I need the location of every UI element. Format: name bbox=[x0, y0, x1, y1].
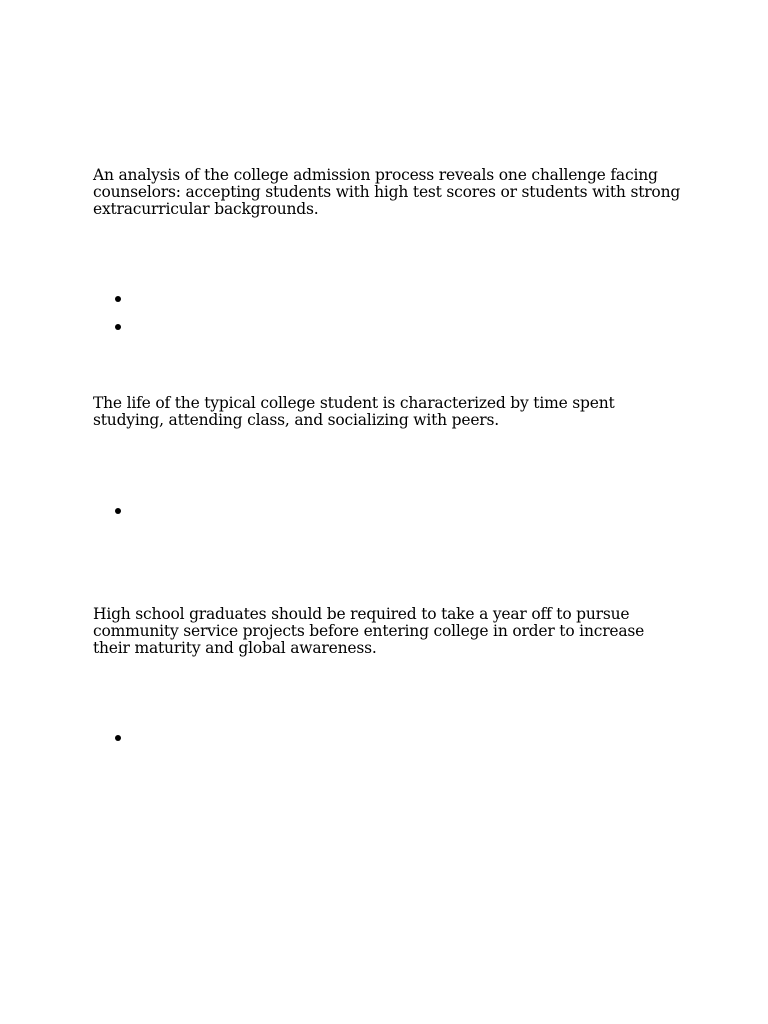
bullet-dot-icon bbox=[115, 296, 121, 302]
paragraph-1: An analysis of the college admission process reveals one challenge facing counselors: accepting students with high test scores or students with strong extracurricular backgrounds. bbox=[93, 166, 681, 218]
bullet-list-3 bbox=[93, 735, 493, 763]
paragraph-2: The life of the typical college student is characterized by time spent studying, attending class, and socializing with peers. bbox=[93, 394, 615, 429]
bullet-dot-icon bbox=[115, 508, 121, 514]
empty-bullet-item bbox=[93, 508, 493, 536]
bullet-list-1 bbox=[93, 296, 493, 352]
bullet-dot-icon bbox=[115, 735, 121, 741]
empty-bullet-item bbox=[93, 324, 493, 352]
bullet-dot-icon bbox=[115, 324, 121, 330]
bullet-list-2 bbox=[93, 508, 493, 536]
empty-bullet-item bbox=[93, 296, 493, 324]
empty-bullet-item bbox=[93, 735, 493, 763]
paragraph-3: High school graduates should be required to take a year off to pursue community service projects before entering college in order to increase their maturity and global awareness. bbox=[93, 605, 645, 657]
